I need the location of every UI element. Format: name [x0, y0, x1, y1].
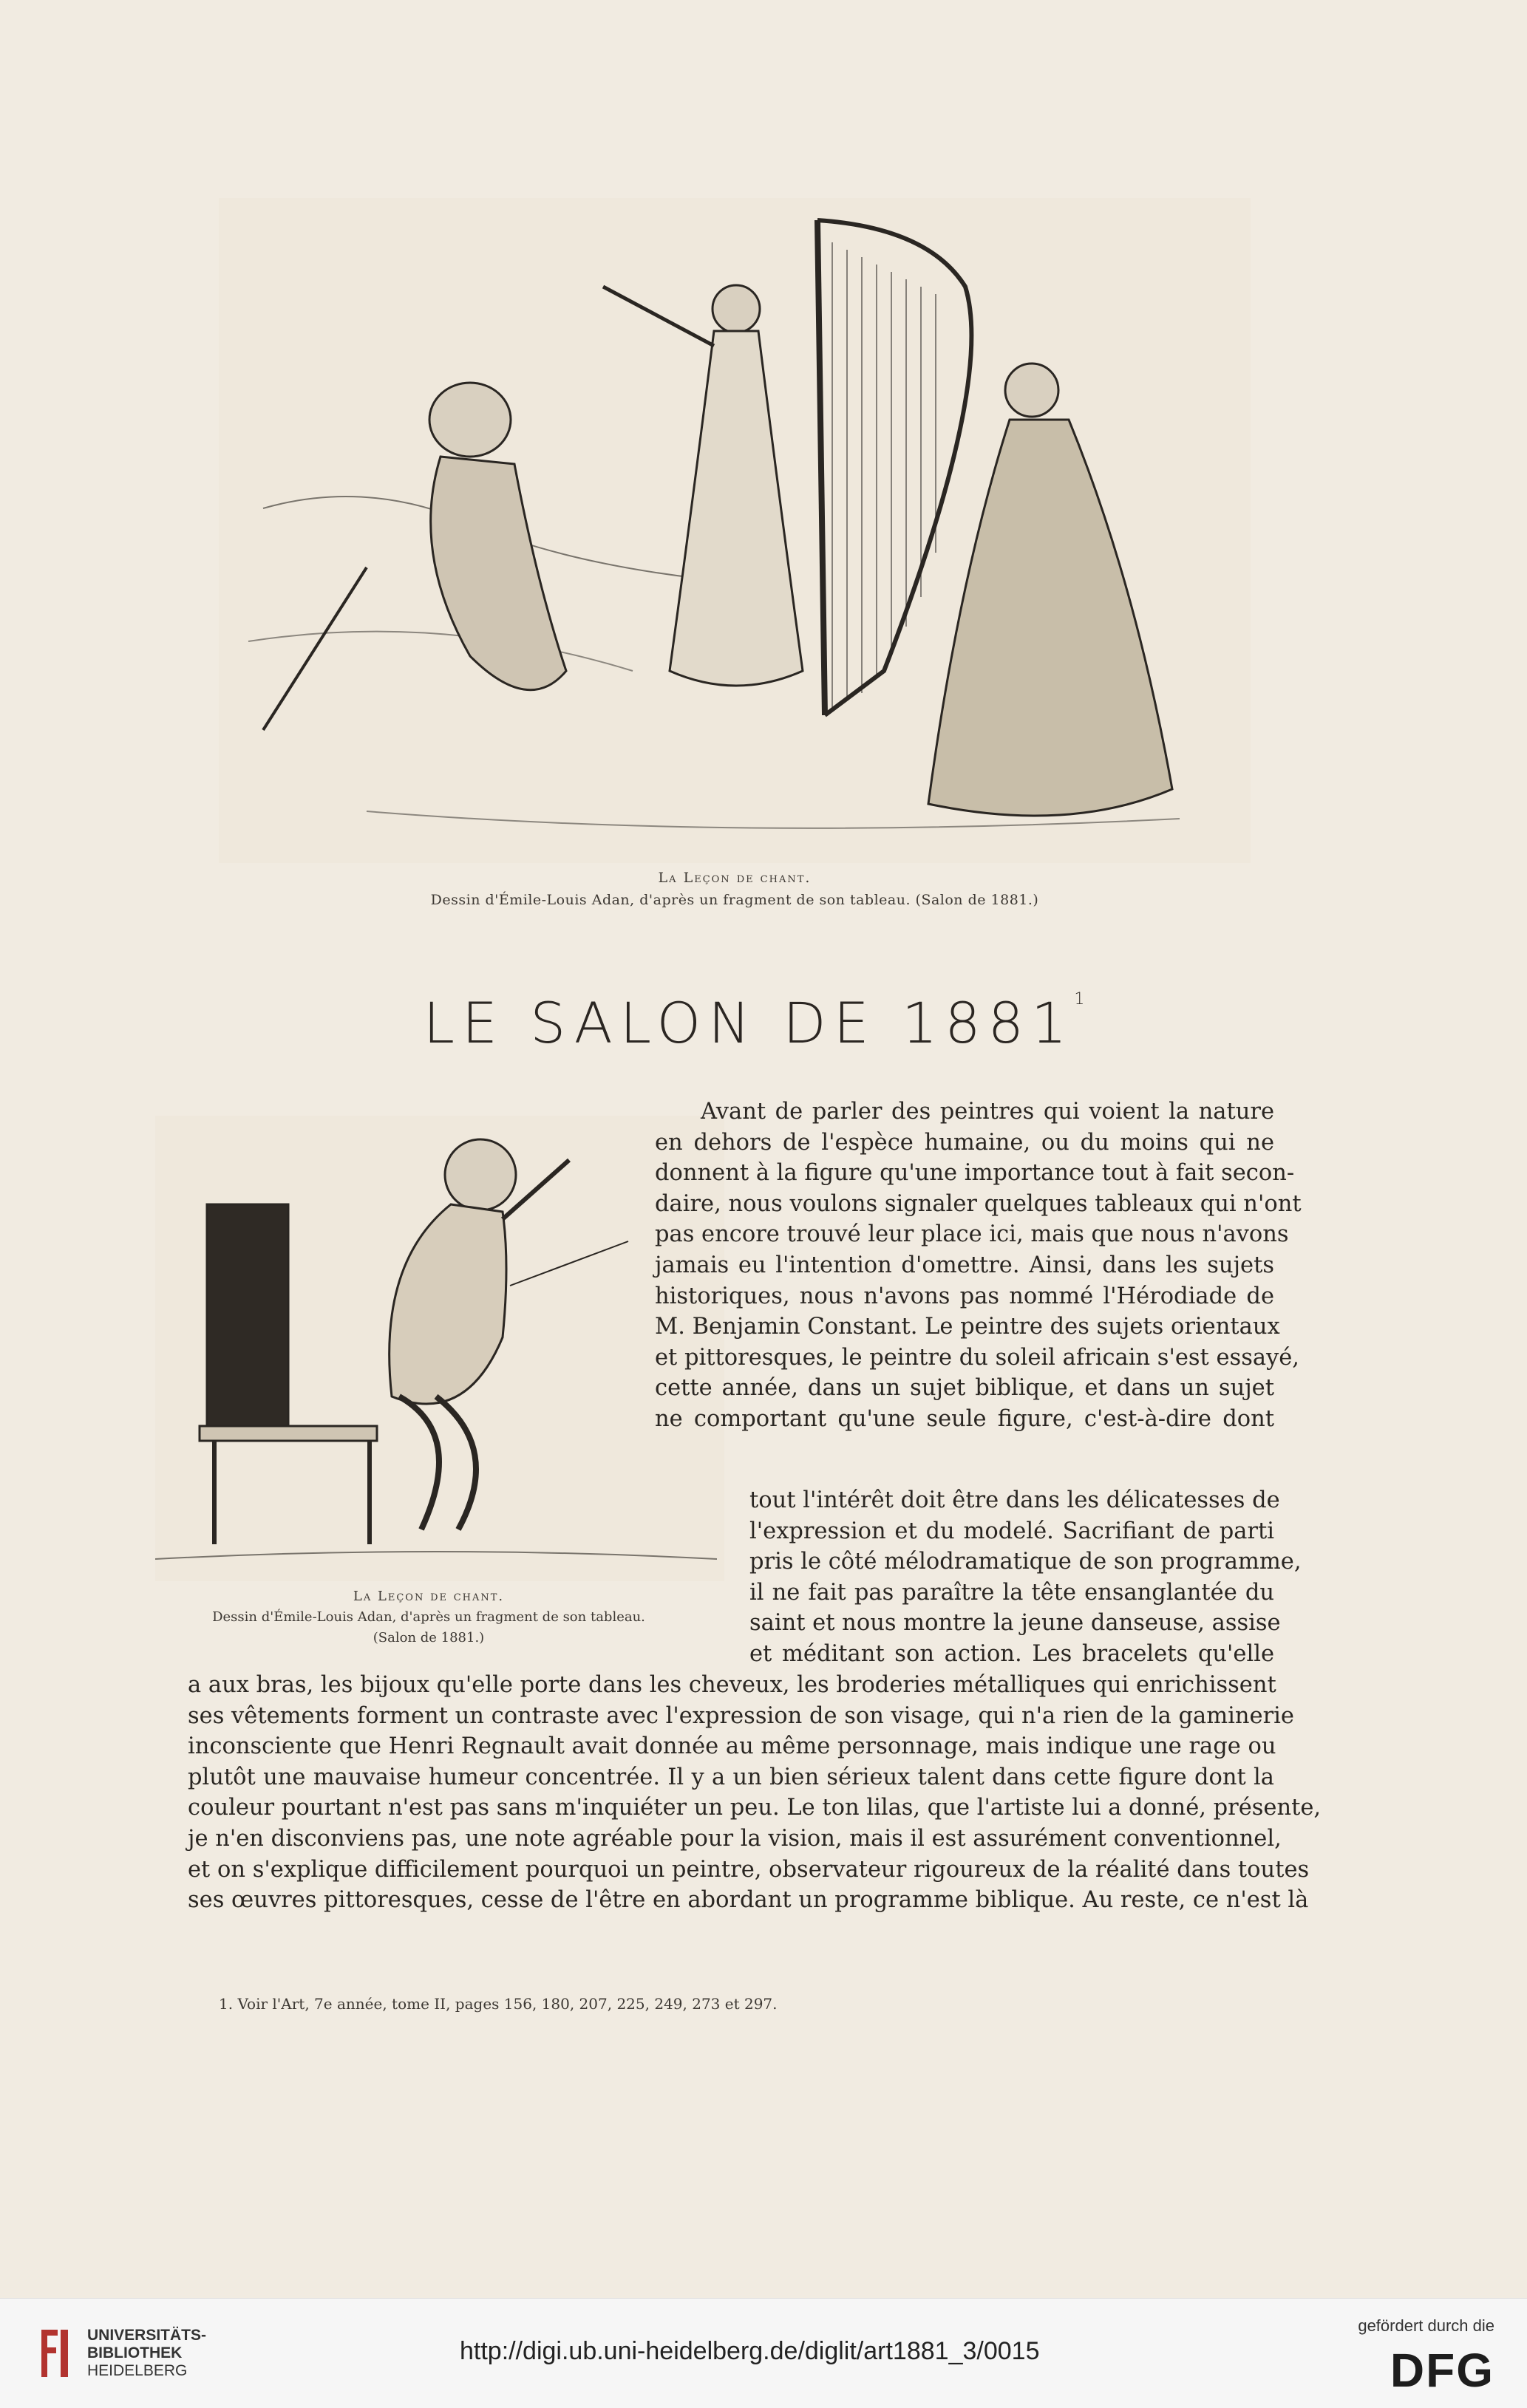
text-line: pris le côté mélodramatique de son programme, — [749, 1549, 1302, 1575]
article-title-text: LE SALON DE 1881 — [423, 990, 1075, 1056]
mid-figure-caption-salon: (Salon de 1881.) — [373, 1630, 485, 1645]
text-line: donnent à la figure qu'une importance tout à fait secon- — [655, 1160, 1295, 1187]
text-line: couleur pourtant n'est pas sans m'inquiéter un peu. Le ton lilas, que l'artiste lui a donné, présente, — [188, 1795, 1322, 1821]
library-name[interactable] — [87, 2327, 206, 2380]
text-line: et on s'explique difficilement pourquoi un peintre, observateur rigoureux de la réalité dans toutes — [188, 1856, 1310, 1883]
text-line: saint et nous montre la jeune danseuse, assise — [749, 1610, 1281, 1637]
text-line: ne comportant qu'une seule figure, c'est-à-dire dont — [655, 1405, 1274, 1432]
text-line: et méditant son action. Les bracelets qu'elle — [749, 1640, 1274, 1667]
text-line: historiques, nous n'avons pas nommé l'Hérodiade de — [655, 1283, 1274, 1309]
text-column-upper — [655, 1096, 1302, 1435]
text-column-side — [749, 1485, 1302, 1670]
text-line: daire, nous voulons signaler quelques tableaux qui n'ont — [655, 1190, 1302, 1217]
top-figure-caption-credit: Dessin d'Émile-Louis Adan, d'après un fragment de son tableau. (Salon de 1881.) — [430, 892, 1039, 908]
text-line: Avant de parler des peintres qui voient la nature — [701, 1099, 1274, 1125]
text-line: ses œuvres pittoresques, cesse de l'être en abordant un programme biblique. Au reste, ce n'est là — [188, 1887, 1309, 1914]
library-name-line2: BIBLIOTHEK — [87, 2344, 183, 2361]
dfg-logo[interactable]: DFG — [1390, 2344, 1494, 2397]
text-line: ses vêtements forment un contraste avec l'expression de son visage, qui n'a rien de la gaminerie — [188, 1702, 1294, 1729]
text-line: M. Benjamin Constant. Le peintre des sujets orientaux — [655, 1314, 1280, 1340]
illustration-singing-teacher — [155, 1116, 724, 1581]
library-name-line3: HEIDELBERG — [87, 2362, 188, 2379]
illustration-singing-lesson — [219, 198, 1251, 863]
text-line: en dehors de l'espèce humaine, ou du moins qui ne — [655, 1129, 1274, 1156]
text-line: je n'en disconviens pas, une note agréable pour la vision, mais il est assurément conventionnel, — [188, 1825, 1282, 1852]
text-line: et pittoresques, le peintre du soleil africain s'est essayé, — [655, 1344, 1300, 1371]
text-column-full — [188, 1670, 1322, 1916]
text-line: plutôt une mauvaise humeur concentrée. Il y a un bien sérieux talent dans cette figure dont la — [188, 1764, 1274, 1790]
funding-note: gefördert durch die — [1358, 2316, 1494, 2335]
library-name-line1: UNIVERSITÄTS- — [87, 2327, 207, 2344]
mid-figure-caption-title: La Leçon de chant. — [353, 1589, 505, 1604]
footnote: 1. Voir l'Art, 7e année, tome II, pages 156, 180, 207, 225, 249, 273 et 297. — [219, 1995, 778, 2013]
footnote-marker: 1 — [1074, 990, 1085, 1009]
text-line: a aux bras, les bijoux qu'elle porte dans les cheveux, les broderies métalliques qui enrichissent — [188, 1672, 1276, 1698]
text-line: pas encore trouvé leur place ici, mais que nous n'avons — [655, 1221, 1289, 1248]
viewer-footer — [0, 2298, 1527, 2408]
library-logo-icon[interactable] — [35, 2325, 74, 2381]
permalink-url[interactable]: http://digi.ub.uni-heidelberg.de/diglit/art1881_3/0015 — [460, 2337, 1040, 2365]
article-title — [222, 990, 1286, 1056]
text-line: jamais eu l'intention d'omettre. Ainsi, dans les sujets — [655, 1252, 1274, 1278]
top-figure-caption-title: La Leçon de chant. — [658, 870, 812, 886]
text-line: il ne fait pas paraître la tête ensanglantée du — [749, 1579, 1274, 1606]
text-line: tout l'intérêt doit être dans les délicatesses de — [749, 1487, 1280, 1513]
mid-figure-caption-credit: Dessin d'Émile-Louis Adan, d'après un fragment de son tableau. — [212, 1609, 645, 1625]
text-line: l'expression et du modelé. Sacrifiant de parti — [749, 1518, 1274, 1544]
text-line: inconsciente que Henri Regnault avait donnée au même personnage, mais indique une rage ou — [188, 1733, 1276, 1760]
text-line: cette année, dans un sujet biblique, et dans un sujet — [655, 1375, 1274, 1402]
